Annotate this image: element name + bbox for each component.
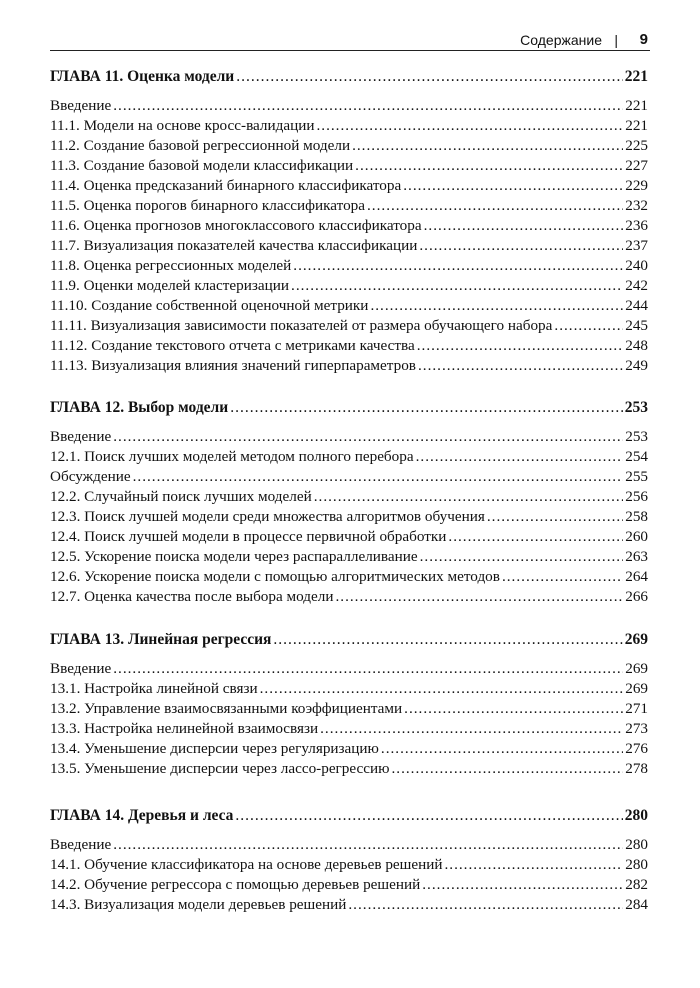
toc-entry [50, 699, 648, 719]
toc-entry [50, 487, 648, 507]
toc-entry [50, 547, 648, 567]
chapter-heading [50, 806, 648, 826]
entry-title: 11.10. Создание собственной оценочной метрики [50, 297, 369, 314]
chapter-page: 269 [624, 631, 648, 648]
chapter-title: ГЛАВА 11. Оценка модели [50, 68, 235, 85]
entry-title: 12.2. Случайный поиск лучших моделей [50, 488, 312, 505]
entry-title: 12.4. Поиск лучшей модели в процессе первичной обработки [50, 528, 447, 545]
chapter-page: 253 [624, 399, 648, 416]
entry-title: 11.1. Модели на основе кросс-валидации [50, 117, 315, 134]
toc-entry [50, 659, 648, 679]
entry-page: 263 [625, 548, 648, 565]
toc-entry [50, 316, 648, 336]
entry-title: 11.11. Визуализация зависимости показателей от размера обучающего набора [50, 317, 553, 334]
chapter-page: 280 [624, 807, 648, 824]
dot-leader [419, 236, 623, 256]
entry-title: 11.9. Оценки моделей кластеризации [50, 277, 290, 294]
entry-page: 227 [625, 157, 648, 174]
entry-title: 11.2. Создание базовой регрессионной модели [50, 137, 351, 154]
dot-leader [416, 447, 624, 467]
dot-leader [133, 467, 624, 487]
entry-title: Введение [50, 660, 112, 677]
chapter-page: 221 [624, 68, 648, 85]
toc-entry [50, 467, 648, 487]
entry-title: 14.3. Визуализация модели деревьев решений [50, 896, 347, 913]
toc-entry [50, 236, 648, 256]
entry-title: 14.2. Обучение регрессора с помощью деревьев решений [50, 876, 421, 893]
dot-leader [314, 487, 624, 507]
dot-leader [316, 116, 623, 136]
toc-entry [50, 507, 648, 527]
toc-entry [50, 527, 648, 547]
toc-entry [50, 176, 648, 196]
toc-entry [50, 136, 648, 156]
entry-title: 12.3. Поиск лучшей модели среди множества алгоритмов обучения [50, 508, 485, 525]
entry-title: 14.1. Обучение классификатора на основе деревьев решений [50, 856, 443, 873]
entry-page: 271 [625, 700, 648, 717]
dot-leader [235, 806, 622, 826]
entry-page: 221 [625, 97, 648, 114]
dot-leader [348, 895, 623, 915]
toc-entry [50, 336, 648, 356]
entry-page: 264 [625, 568, 648, 585]
page-number: 9 [639, 31, 648, 48]
toc-entry [50, 447, 648, 467]
toc-entry [50, 256, 648, 276]
toc-entry [50, 216, 648, 236]
entry-page: 269 [625, 680, 648, 697]
dot-leader [444, 855, 623, 875]
dot-leader [113, 659, 623, 679]
entry-page: 258 [625, 508, 648, 525]
dot-leader [422, 875, 623, 895]
entry-page: 260 [625, 528, 648, 545]
toc-entry [50, 356, 648, 376]
entry-page: 273 [625, 720, 648, 737]
entry-page: 269 [625, 660, 648, 677]
dot-leader [355, 156, 623, 176]
dot-leader [113, 96, 623, 116]
entry-page: 282 [625, 876, 648, 893]
dot-leader [291, 276, 623, 296]
chapter-heading [50, 630, 648, 650]
entry-page: 225 [625, 137, 648, 154]
toc-entry [50, 835, 648, 855]
dot-leader [113, 835, 623, 855]
entry-page: 237 [625, 237, 648, 254]
toc-entry [50, 296, 648, 316]
entry-title: 13.1. Настройка линейной связи [50, 680, 258, 697]
toc-entry [50, 567, 648, 587]
entry-title: 13.4. Уменьшение дисперсии через регуляризацию [50, 740, 379, 757]
dot-leader [230, 398, 623, 418]
toc-entry [50, 759, 648, 779]
entry-title: 11.6. Оценка прогнозов многоклассового классификатора [50, 217, 422, 234]
toc-entry [50, 427, 648, 447]
entry-page: 242 [625, 277, 648, 294]
dot-leader [391, 759, 623, 779]
entry-page: 276 [625, 740, 648, 757]
entry-title: 11.7. Визуализация показателей качества классификации [50, 237, 418, 254]
entry-title: 11.8. Оценка регрессионных моделей [50, 257, 292, 274]
toc-entry [50, 855, 648, 875]
dot-leader [236, 67, 623, 87]
dot-leader [487, 507, 623, 527]
entry-title: 12.5. Ускорение поиска модели через распараллеливание [50, 548, 418, 565]
chapter-title: ГЛАВА 13. Линейная регрессия [50, 631, 272, 648]
dot-leader [420, 547, 624, 567]
toc-entry [50, 739, 648, 759]
dot-leader [418, 356, 623, 376]
toc-entry [50, 719, 648, 739]
dot-leader [554, 316, 623, 336]
entry-title: 13.2. Управление взаимосвязанными коэффициентами [50, 700, 403, 717]
header-rule [50, 50, 650, 51]
dot-leader [293, 256, 623, 276]
entry-title: 12.6. Ускорение поиска модели с помощью алгоритмических методов [50, 568, 500, 585]
toc-entry [50, 276, 648, 296]
running-header [50, 0, 650, 51]
entry-title: Введение [50, 836, 112, 853]
entry-page: 284 [625, 896, 648, 913]
entry-page: 255 [625, 468, 648, 485]
dot-leader [367, 196, 623, 216]
dot-leader [417, 336, 623, 356]
entry-title: 11.4. Оценка предсказаний бинарного классификатора [50, 177, 402, 194]
dot-leader [502, 567, 623, 587]
chapter-heading [50, 67, 648, 87]
entry-page: 240 [625, 257, 648, 274]
dot-leader [424, 216, 624, 236]
entry-page: 256 [625, 488, 648, 505]
entry-page: 266 [625, 588, 648, 605]
entry-page: 221 [625, 117, 648, 134]
dot-leader [448, 527, 623, 547]
dot-leader [403, 176, 623, 196]
dot-leader [260, 679, 624, 699]
entry-page: 248 [625, 337, 648, 354]
entry-title: Обсуждение [50, 468, 131, 485]
entry-page: 278 [625, 760, 648, 777]
toc-entry [50, 679, 648, 699]
entry-page: 280 [625, 856, 648, 873]
toc-entry [50, 196, 648, 216]
toc-entry [50, 96, 648, 116]
entry-title: Введение [50, 97, 112, 114]
entry-page: 249 [625, 357, 648, 374]
entry-page: 253 [625, 428, 648, 445]
toc-entry [50, 116, 648, 136]
chapter-heading [50, 398, 648, 418]
entry-title: 11.5. Оценка порогов бинарного классификатора [50, 197, 365, 214]
entry-page: 280 [625, 836, 648, 853]
toc-entry [50, 156, 648, 176]
entry-page: 232 [625, 197, 648, 214]
chapter-title: ГЛАВА 14. Деревья и леса [50, 807, 234, 824]
dot-leader [273, 630, 622, 650]
entry-page: 254 [625, 448, 648, 465]
dot-leader [113, 427, 623, 447]
dot-leader [335, 587, 623, 607]
entry-title: 11.3. Создание базовой модели классификации [50, 157, 354, 174]
entry-page: 245 [625, 317, 648, 334]
entry-page: 244 [625, 297, 648, 314]
dot-leader [370, 296, 623, 316]
entry-title: Введение [50, 428, 112, 445]
entry-title: 11.12. Создание текстового отчета с метриками качества [50, 337, 415, 354]
toc-entry [50, 875, 648, 895]
dot-leader [320, 719, 623, 739]
header-separator: | [614, 32, 618, 48]
entry-title: 12.7. Оценка качества после выбора модели [50, 588, 334, 605]
toc-entry [50, 587, 648, 607]
entry-title: 12.1. Поиск лучших моделей методом полного перебора [50, 448, 414, 465]
entry-title: 13.5. Уменьшение дисперсии через лассо-регрессию [50, 760, 390, 777]
entry-title: 13.3. Настройка нелинейной взаимосвязи [50, 720, 319, 737]
chapter-title: ГЛАВА 12. Выбор модели [50, 399, 229, 416]
entry-title: 11.13. Визуализация влияния значений гиперпараметров [50, 357, 416, 374]
dot-leader [404, 699, 623, 719]
toc-entry [50, 895, 648, 915]
dot-leader [352, 136, 623, 156]
dot-leader [381, 739, 623, 759]
entry-page: 236 [625, 217, 648, 234]
header-section-title: Содержание [520, 32, 602, 48]
entry-page: 229 [625, 177, 648, 194]
